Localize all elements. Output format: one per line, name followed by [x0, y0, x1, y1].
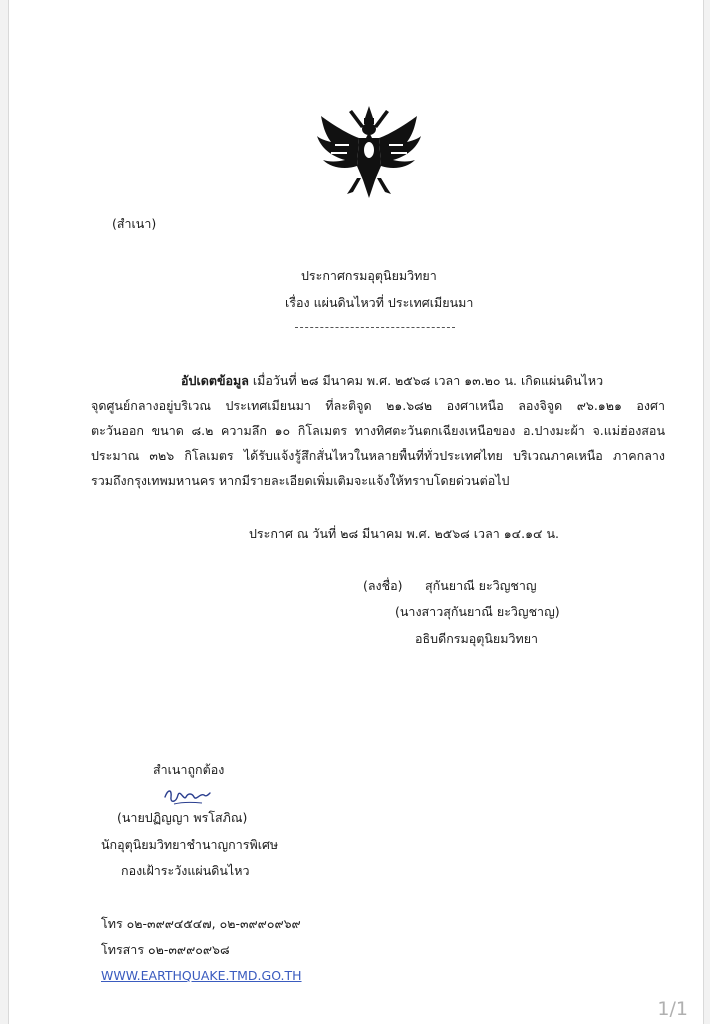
signer-name: สุกันยาณี ยะวิญชาญ	[425, 578, 537, 593]
page-indicator: 1/1	[657, 998, 688, 1020]
website-link[interactable]: WWW.EARTHQUAKE.TMD.GO.TH	[101, 968, 302, 983]
heading-title: ประกาศกรมอุตุนิยมวิทยา	[301, 268, 437, 283]
body-line-2: จุดศูนย์กลางอยู่บริเวณ ประเทศเมียนมา ที่ละติจูด ๒๑.๖๘๒ องศาเหนือ ลองจิจูด ๙๖.๑๒๑ องศา	[91, 398, 665, 413]
signer-fullname: (นางสาวสุกันยาณี ยะวิญชาญ)	[395, 604, 560, 619]
body-line-1	[181, 373, 665, 389]
update-lead: อัปเดตข้อมูล	[181, 373, 249, 388]
handwritten-signature	[162, 785, 212, 807]
copy-mark: (สำเนา)	[112, 216, 157, 231]
garuda-emblem-icon	[315, 104, 423, 200]
certifier-title: นักอุตุนิยมวิทยาชำนาญการพิเศษ	[101, 837, 279, 852]
signed-label: (ลงชื่อ)	[363, 578, 403, 593]
heading-subject: เรื่อง แผ่นดินไหวที่ ประเทศเมียนมา	[285, 295, 474, 310]
heading-divider	[295, 327, 455, 328]
body-line-1-text: เมื่อวันที่ ๒๘ มีนาคม พ.ศ. ๒๕๖๘ เวลา ๑๓.๒๐ น. เกิดแผ่นดินไหว	[252, 373, 604, 388]
certifier-name: (นายปฏิญญา พรโสภิณ)	[117, 810, 248, 825]
fax-number: โทรสาร ๐๒-๓๙๙๐๙๖๘	[101, 942, 230, 957]
signer-title: อธิบดีกรมอุตุนิยมวิทยา	[415, 631, 539, 646]
certifier-division: กองเฝ้าระวังแผ่นดินไหว	[121, 863, 250, 878]
document-page	[8, 0, 704, 1024]
body-line-4: ประมาณ ๓๒๖ กิโลเมตร ได้รับแจ้งรู้สึกสั่นไหวในหลายพื้นที่ทั่วประเทศไทย บริเวณภาคเหนือ ภาคกลาง	[91, 448, 665, 463]
body-line-3: ตะวันออก ขนาด ๘.๒ ความลึก ๑๐ กิโลเมตร ทางทิศตะวันตกเฉียงเหนือของ อ.ปางมะผ้า จ.แม่ฮ่องสอน	[91, 423, 665, 438]
body-line-5: รวมถึงกรุงเทพมหานคร หากมีรายละเอียดเพิ่มเติมจะแจ้งให้ทราบโดยด่วนต่อไป	[91, 473, 510, 488]
announce-date: ประกาศ ณ วันที่ ๒๘ มีนาคม พ.ศ. ๒๕๖๘ เวลา ๑๔.๑๔ น.	[249, 526, 559, 541]
certified-copy-label: สำเนาถูกต้อง	[153, 762, 225, 777]
phone-numbers: โทร ๐๒-๓๙๙๔๕๔๗, ๐๒-๓๙๙๐๙๖๙	[101, 916, 301, 931]
